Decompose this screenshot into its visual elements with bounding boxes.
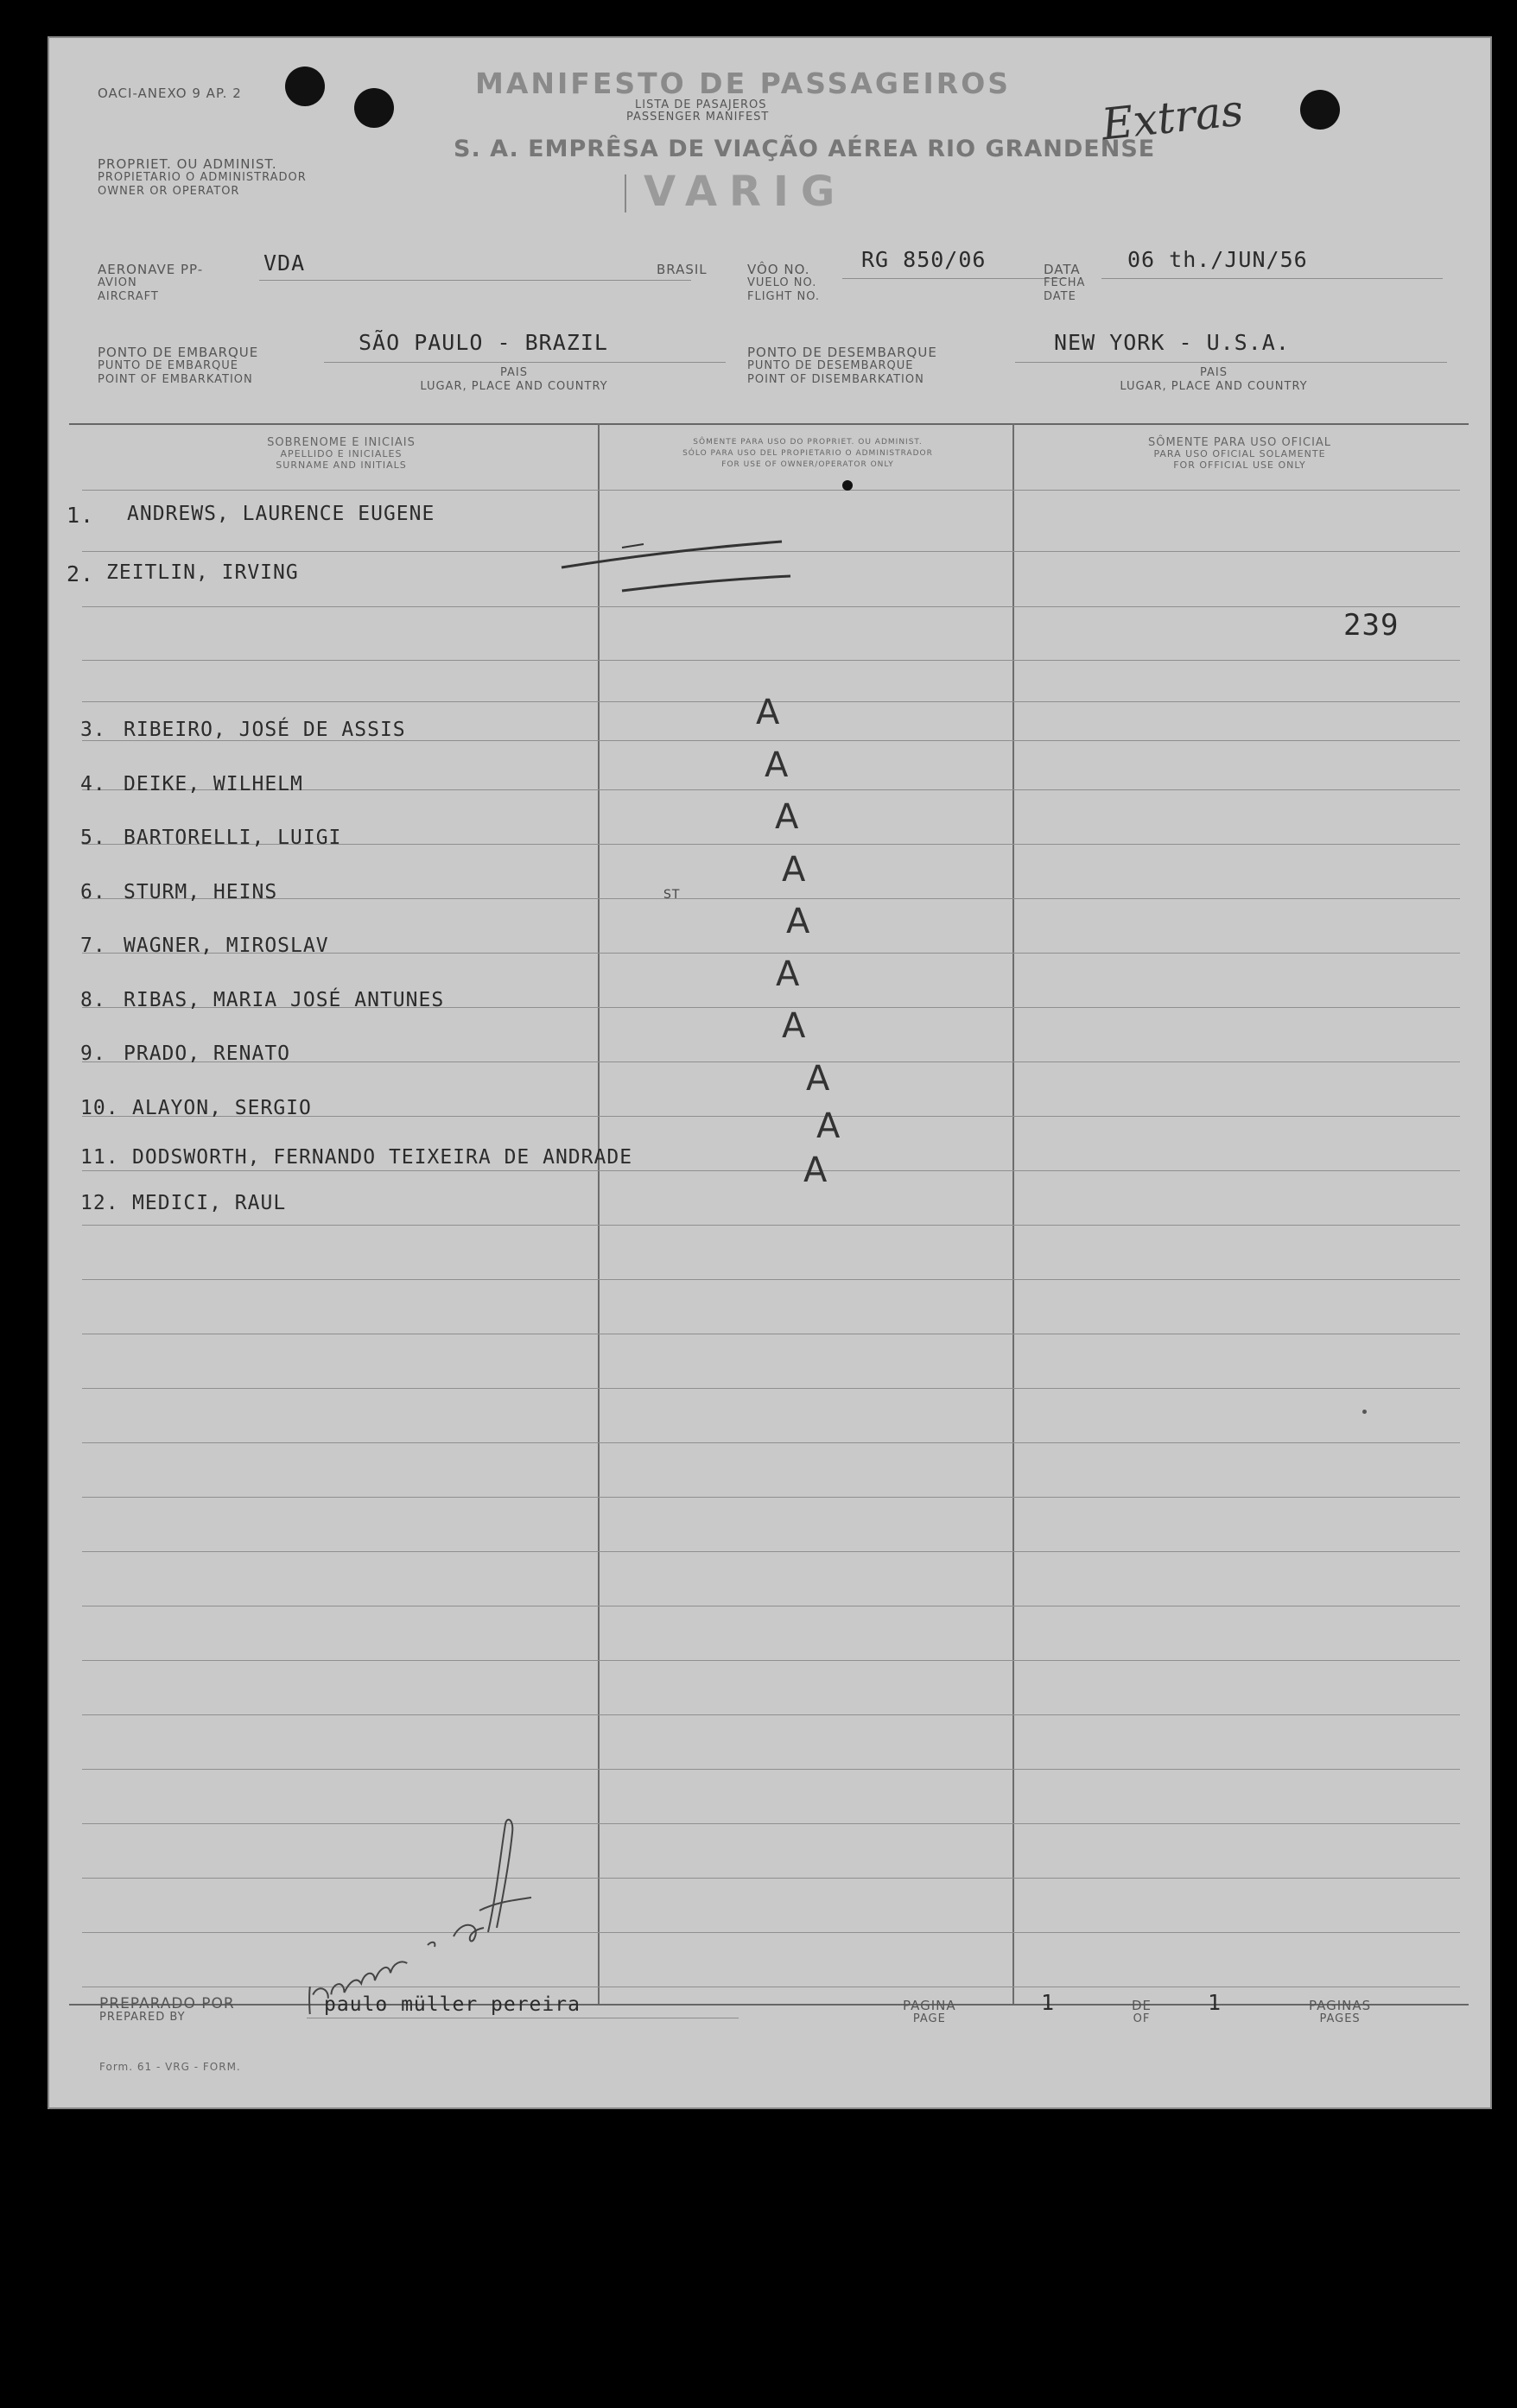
owner-column-dot	[842, 480, 853, 491]
date-underline	[1101, 278, 1443, 279]
disembark-label-en: POINT OF DISEMBARKATION	[747, 373, 924, 386]
owner-label-pt: PROPRIET. OU ADMINIST.	[98, 156, 277, 172]
aircraft-underline	[259, 280, 691, 281]
disembark-underline	[1015, 362, 1447, 363]
embark-value: SÃO PAULO - BRAZIL	[359, 330, 608, 355]
form-reference: OACI-ANEXO 9 AP. 2	[98, 86, 242, 101]
brand-name: VARIG	[644, 168, 847, 216]
table-row-rule	[82, 1388, 1460, 1389]
page-value: 1	[1041, 1990, 1056, 2015]
disembark-caption	[1084, 366, 1343, 394]
owner-check-mark: A	[803, 1150, 828, 1190]
prepared-label-pt: PREPARADO POR	[99, 1995, 235, 2012]
flight-label	[747, 263, 820, 304]
passenger-2-name: ZEITLIN, IRVING	[106, 561, 299, 584]
embark-caption-country: PAIS	[500, 366, 528, 379]
passenger-number: 4.	[80, 773, 106, 795]
col-header-surname-en: SURNAME AND INITIALS	[276, 459, 407, 471]
punch-hole	[1300, 90, 1340, 130]
passenger-name: STURM, HEINS	[124, 881, 278, 903]
pages-label-en: PAGES	[1319, 2012, 1361, 2025]
embark-caption	[402, 366, 626, 394]
passenger-number: 7.	[80, 935, 106, 957]
passenger-name: MEDICI, RAUL	[132, 1192, 287, 1214]
handwritten-extras: Extras	[1099, 85, 1246, 150]
embark-label-es: PUNTO DE EMBARQUE	[98, 359, 238, 372]
form-footer-code: Form. 61 - VRG - FORM.	[99, 2061, 241, 2073]
table-row-rule	[82, 660, 1460, 661]
embark-underline	[324, 362, 726, 363]
passenger-number: 6.	[80, 881, 106, 903]
owner-check-mark: A	[816, 1106, 841, 1146]
disembark-caption-country: PAIS	[1200, 366, 1228, 379]
table-bottom-rule	[69, 2004, 1469, 2006]
owner-check-mark: A	[776, 954, 800, 994]
flight-value: RG 850/06	[861, 247, 987, 272]
date-label-es: FECHA	[1044, 276, 1086, 289]
embark-label-en: POINT OF EMBARKATION	[98, 373, 253, 386]
embark-label-pt: PONTO DE EMBARQUE	[98, 345, 259, 360]
passenger-name: RIBEIRO, JOSÉ DE ASSIS	[124, 719, 406, 741]
flight-label-pt: VÔO NO.	[747, 262, 810, 277]
owner-check-mark: A	[756, 693, 780, 732]
passenger-number: 8.	[80, 989, 106, 1011]
prepared-label	[99, 1997, 235, 2025]
passenger-1-name: ANDREWS, LAURENCE EUGENE	[127, 503, 435, 525]
flight-label-en: FLIGHT NO.	[747, 290, 821, 303]
disembark-label-es: PUNTO DE DESEMBARQUE	[747, 359, 914, 372]
passenger-number: 3.	[80, 719, 106, 741]
passenger-name: BARTORELLI, LUIGI	[124, 827, 342, 849]
table-row-rule	[82, 606, 1460, 607]
disembark-value: NEW YORK - U.S.A.	[1054, 330, 1290, 355]
passenger-2-number: 2.	[67, 561, 95, 586]
passenger-name: PRADO, RENATO	[124, 1042, 291, 1065]
page-label-en: PAGE	[912, 2012, 946, 2025]
of-label-pt: DE	[1132, 1998, 1152, 2013]
manifest-sheet	[48, 36, 1492, 2109]
passenger-number: 10.	[80, 1097, 119, 1119]
passenger-name: DODSWORTH, FERNANDO TEIXEIRA DE ANDRADE	[132, 1146, 633, 1169]
col-header-surname-es: APELLIDO E INICIALES	[280, 448, 403, 459]
date-label	[1044, 263, 1085, 304]
date-label-en: DATE	[1044, 290, 1076, 303]
manifest-subtitle-es: LISTA DE PASAJEROS	[635, 98, 767, 111]
of-value: 1	[1208, 1990, 1222, 2015]
embark-label	[98, 345, 258, 387]
page-label-pt: PAGINA	[903, 1998, 956, 2013]
punch-hole	[354, 88, 394, 128]
col-header-surname-pt: SOBRENOME E INICIAIS	[267, 436, 416, 449]
table-row-rule	[82, 490, 1460, 491]
small-mark-sturm: ST	[663, 888, 681, 902]
table-row-rule	[82, 1769, 1460, 1770]
date-label-pt: DATA	[1044, 262, 1081, 277]
aircraft-label-es: AVION	[98, 276, 137, 289]
prepared-value: paulo müller pereira	[324, 1993, 581, 2016]
passenger-name: WAGNER, MIROSLAV	[124, 935, 329, 957]
col-header-official-pt: SÔMENTE PARA USO OFICIAL	[1147, 436, 1332, 449]
pages-label-pt: PAGINAS	[1309, 1998, 1372, 2013]
flight-label-es: VUELO NO.	[747, 276, 817, 289]
owner-label	[98, 157, 307, 199]
col-header-owner-es: SÓLO PARA USO DEL PROPIETARIO O ADMINISTRADOR	[682, 449, 933, 458]
col-header-owner-pt: SÔMENTE PARA USO DO PROPRIET. OU ADMINIST.	[693, 438, 923, 447]
table-row-rule	[82, 1442, 1460, 1443]
of-label	[1132, 1999, 1152, 2026]
punch-hole	[285, 67, 325, 106]
owner-check-mark: A	[782, 850, 806, 890]
pages-label	[1309, 1999, 1371, 2026]
embark-caption-place: LUGAR, PLACE AND COUNTRY	[420, 380, 608, 393]
prepared-label-en: PREPARED BY	[99, 2011, 186, 2024]
table-row-rule	[82, 1279, 1460, 1280]
table-row-rule	[82, 1170, 1460, 1171]
owner-check-mark: A	[786, 902, 810, 941]
owner-check-mark: A	[782, 1006, 806, 1046]
faint-dot	[1362, 1410, 1367, 1414]
col-header-official-en: FOR OFFICIAL USE ONLY	[1173, 459, 1306, 471]
table-row-rule	[82, 1551, 1460, 1552]
stamped-page-number: 239	[1343, 608, 1400, 643]
col-header-official-es: PARA USO OFICIAL SOLAMENTE	[1153, 448, 1326, 459]
disembark-label	[747, 345, 937, 387]
passenger-number: 5.	[80, 827, 106, 849]
owner-check-mark: A	[765, 745, 789, 785]
aircraft-label-pt: AERONAVE PP-	[98, 262, 204, 277]
table-row-rule	[82, 1660, 1460, 1661]
aircraft-value: VDA	[263, 250, 306, 276]
page-label	[903, 1999, 956, 2026]
col-header-surname	[99, 437, 583, 471]
col-header-owner-en: FOR USE OF OWNER/OPERATOR ONLY	[721, 460, 894, 469]
flight-underline	[842, 278, 1067, 279]
passenger-name: ALAYON, SERGIO	[132, 1097, 312, 1119]
owner-check-mark: A	[806, 1059, 830, 1099]
passenger-number: 9.	[80, 1042, 106, 1065]
col-header-official-use	[1019, 437, 1460, 471]
table-top-rule	[69, 423, 1469, 425]
owner-check-mark: A	[775, 797, 799, 837]
strike-lines	[557, 503, 816, 598]
manifest-subtitle-en: PASSENGER MANIFEST	[626, 111, 770, 124]
aircraft-label	[98, 263, 203, 304]
passenger-1-number: 1.	[67, 503, 95, 528]
of-label-en: OF	[1133, 2012, 1151, 2025]
owner-label-es: PROPIETARIO O ADMINISTRADOR	[98, 171, 307, 184]
table-row-rule	[82, 898, 1460, 899]
disembark-label-pt: PONTO DE DESEMBARQUE	[747, 345, 937, 360]
passenger-number: 12.	[80, 1192, 119, 1214]
col-header-owner-use	[605, 437, 1011, 471]
passenger-name: RIBAS, MARIA JOSÉ ANTUNES	[124, 989, 445, 1011]
table-row-rule	[82, 1497, 1460, 1498]
nationality-label: BRASIL	[657, 262, 708, 277]
manifest-title: MANIFESTO DE PASSAGEIROS	[475, 67, 1012, 100]
owner-label-en: OWNER OR OPERATOR	[98, 185, 240, 198]
brand-divider	[625, 174, 626, 212]
company-name: S. A. EMPRÊSA DE VIAÇÃO AÉREA RIO GRANDENSE	[454, 136, 1156, 162]
date-value: 06 th./JUN/56	[1127, 247, 1308, 272]
table-row-rule	[82, 1225, 1460, 1226]
passenger-name: DEIKE, WILHELM	[124, 773, 303, 795]
disembark-caption-place: LUGAR, PLACE AND COUNTRY	[1120, 380, 1308, 393]
passenger-number: 11.	[80, 1146, 119, 1169]
aircraft-label-en: AIRCRAFT	[98, 290, 159, 303]
handwritten-signature	[281, 1790, 540, 2014]
table-row-rule	[82, 1714, 1460, 1715]
